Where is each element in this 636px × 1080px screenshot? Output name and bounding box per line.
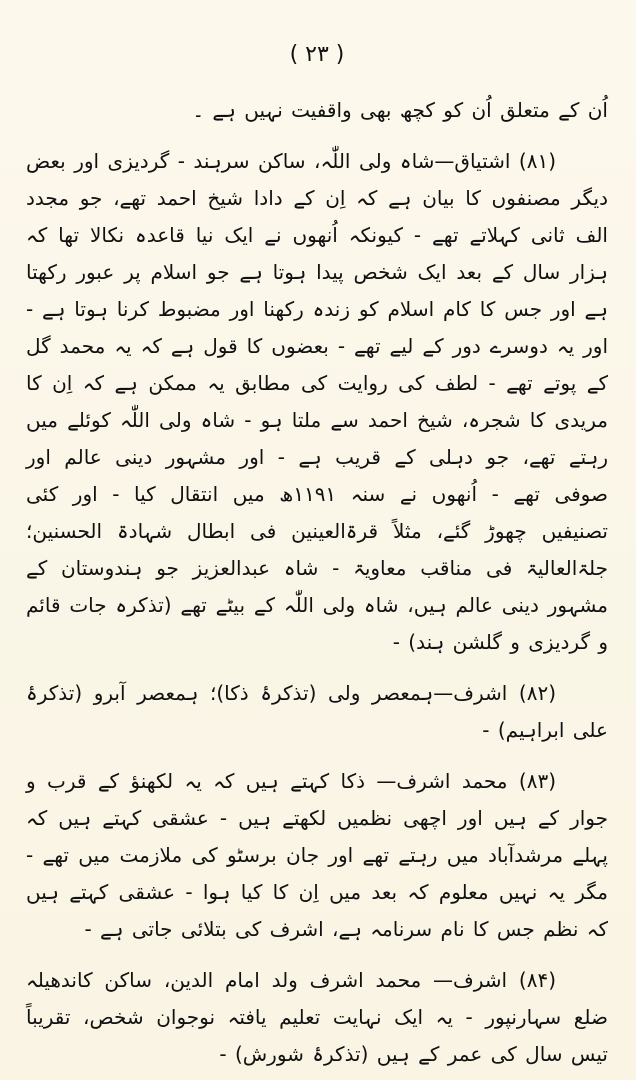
paragraph-82: (۸۲) اشرف—ہمعصر ولی (تذکرۂ ذکا)؛ ہمعصر آبرو (تذکرۂ علی ابراہیم) - <box>26 681 608 742</box>
paragraph-continuation: اُن کے متعلق اُن کو کچھ بھی واقفیت نہیں ہے ۔ <box>192 98 608 122</box>
page-body <box>26 92 608 1073</box>
paragraph-83: (۸۳) محمد اشرف— ذکا کہتے ہیں کہ یہ لکھنؤ کے قرب و جوار کے ہیں اور اچھی نظمیں لکھتے ہیں - عشقی کہتے ہیں کہ پہلے مرشدآباد میں رہتے تھے اور جان برسٹو کی ملازمت میں تھے - مگر یہ نہیں معلوم کہ بعد میں اِن کا کیا ہوا - عشقی کہتے ہیں کہ نظم جس کا نام سرنامہ ہے، اشرف کی بتلائی جاتی ہے - <box>26 769 608 941</box>
paragraph-81: (۸۱) اشتیاق—شاہ ولی اللّٰہ، ساکن سرہند - گردیزی اور بعض دیگر مصنفوں کا بیان ہے کہ اِن کے دادا شیخ احمد تھے، جو مجدد الف ثانی کہلاتے تھے - کیونکہ اُنھوں نے ایک نیا قاعدہ نکالا تھا کہ ہزار سال کے بعد ایک شخص پیدا ہوتا ہے جو اسلام پر عبور رکھتا ہے اور جس کا کام اسلام کو زندہ رکھنا اور مضبوط کرنا ہوتا ہے - اور یہ دوسرے دور کے لیے تھے - بعضوں کا قول ہے کہ یہ محمد گل کے پوتے تھے - لطف کی روایت کی مطابق یہ ممکن ہے کہ اِن کا مریدی کا شجرہ، شیخ احمد سے ملتا ہو - شاہ ولی اللّٰہ کوئلے میں رہتے تھے، جو دہلی کے قریب ہے - اور مشہور دینی عالم اور صوفی تھے - اُنھوں نے سنہ ۱۱۹۱ھ میں انتقال کیا - اور کئی تصنیفیں چھوڑ گئے، مثلاً قرۃالعینین فی ابطال شہادۃ الحسنین؛ جلۃالعالیۃ فی مناقب معاویۃ - شاہ عبدالعزیز جو ہندوستان کے مشہور دینی عالم ہیں، شاہ ولی اللّٰہ کے بیٹے تھے (تذکرہ جات قائم و گردیزی و گلشن ہند) - <box>26 149 608 654</box>
paragraph-84: (۸۴) اشرف— محمد اشرف ولد امام الدین، ساکن کاندھیلہ ضلع سہارنپور - یہ ایک نہایت تعلیم یافتہ نوجوان شخص، تقریباً تیس سال کی عمر کے ہیں (تذکرۂ شورش) - <box>26 968 608 1066</box>
page-number: ( ۲۳ ) <box>289 42 345 67</box>
